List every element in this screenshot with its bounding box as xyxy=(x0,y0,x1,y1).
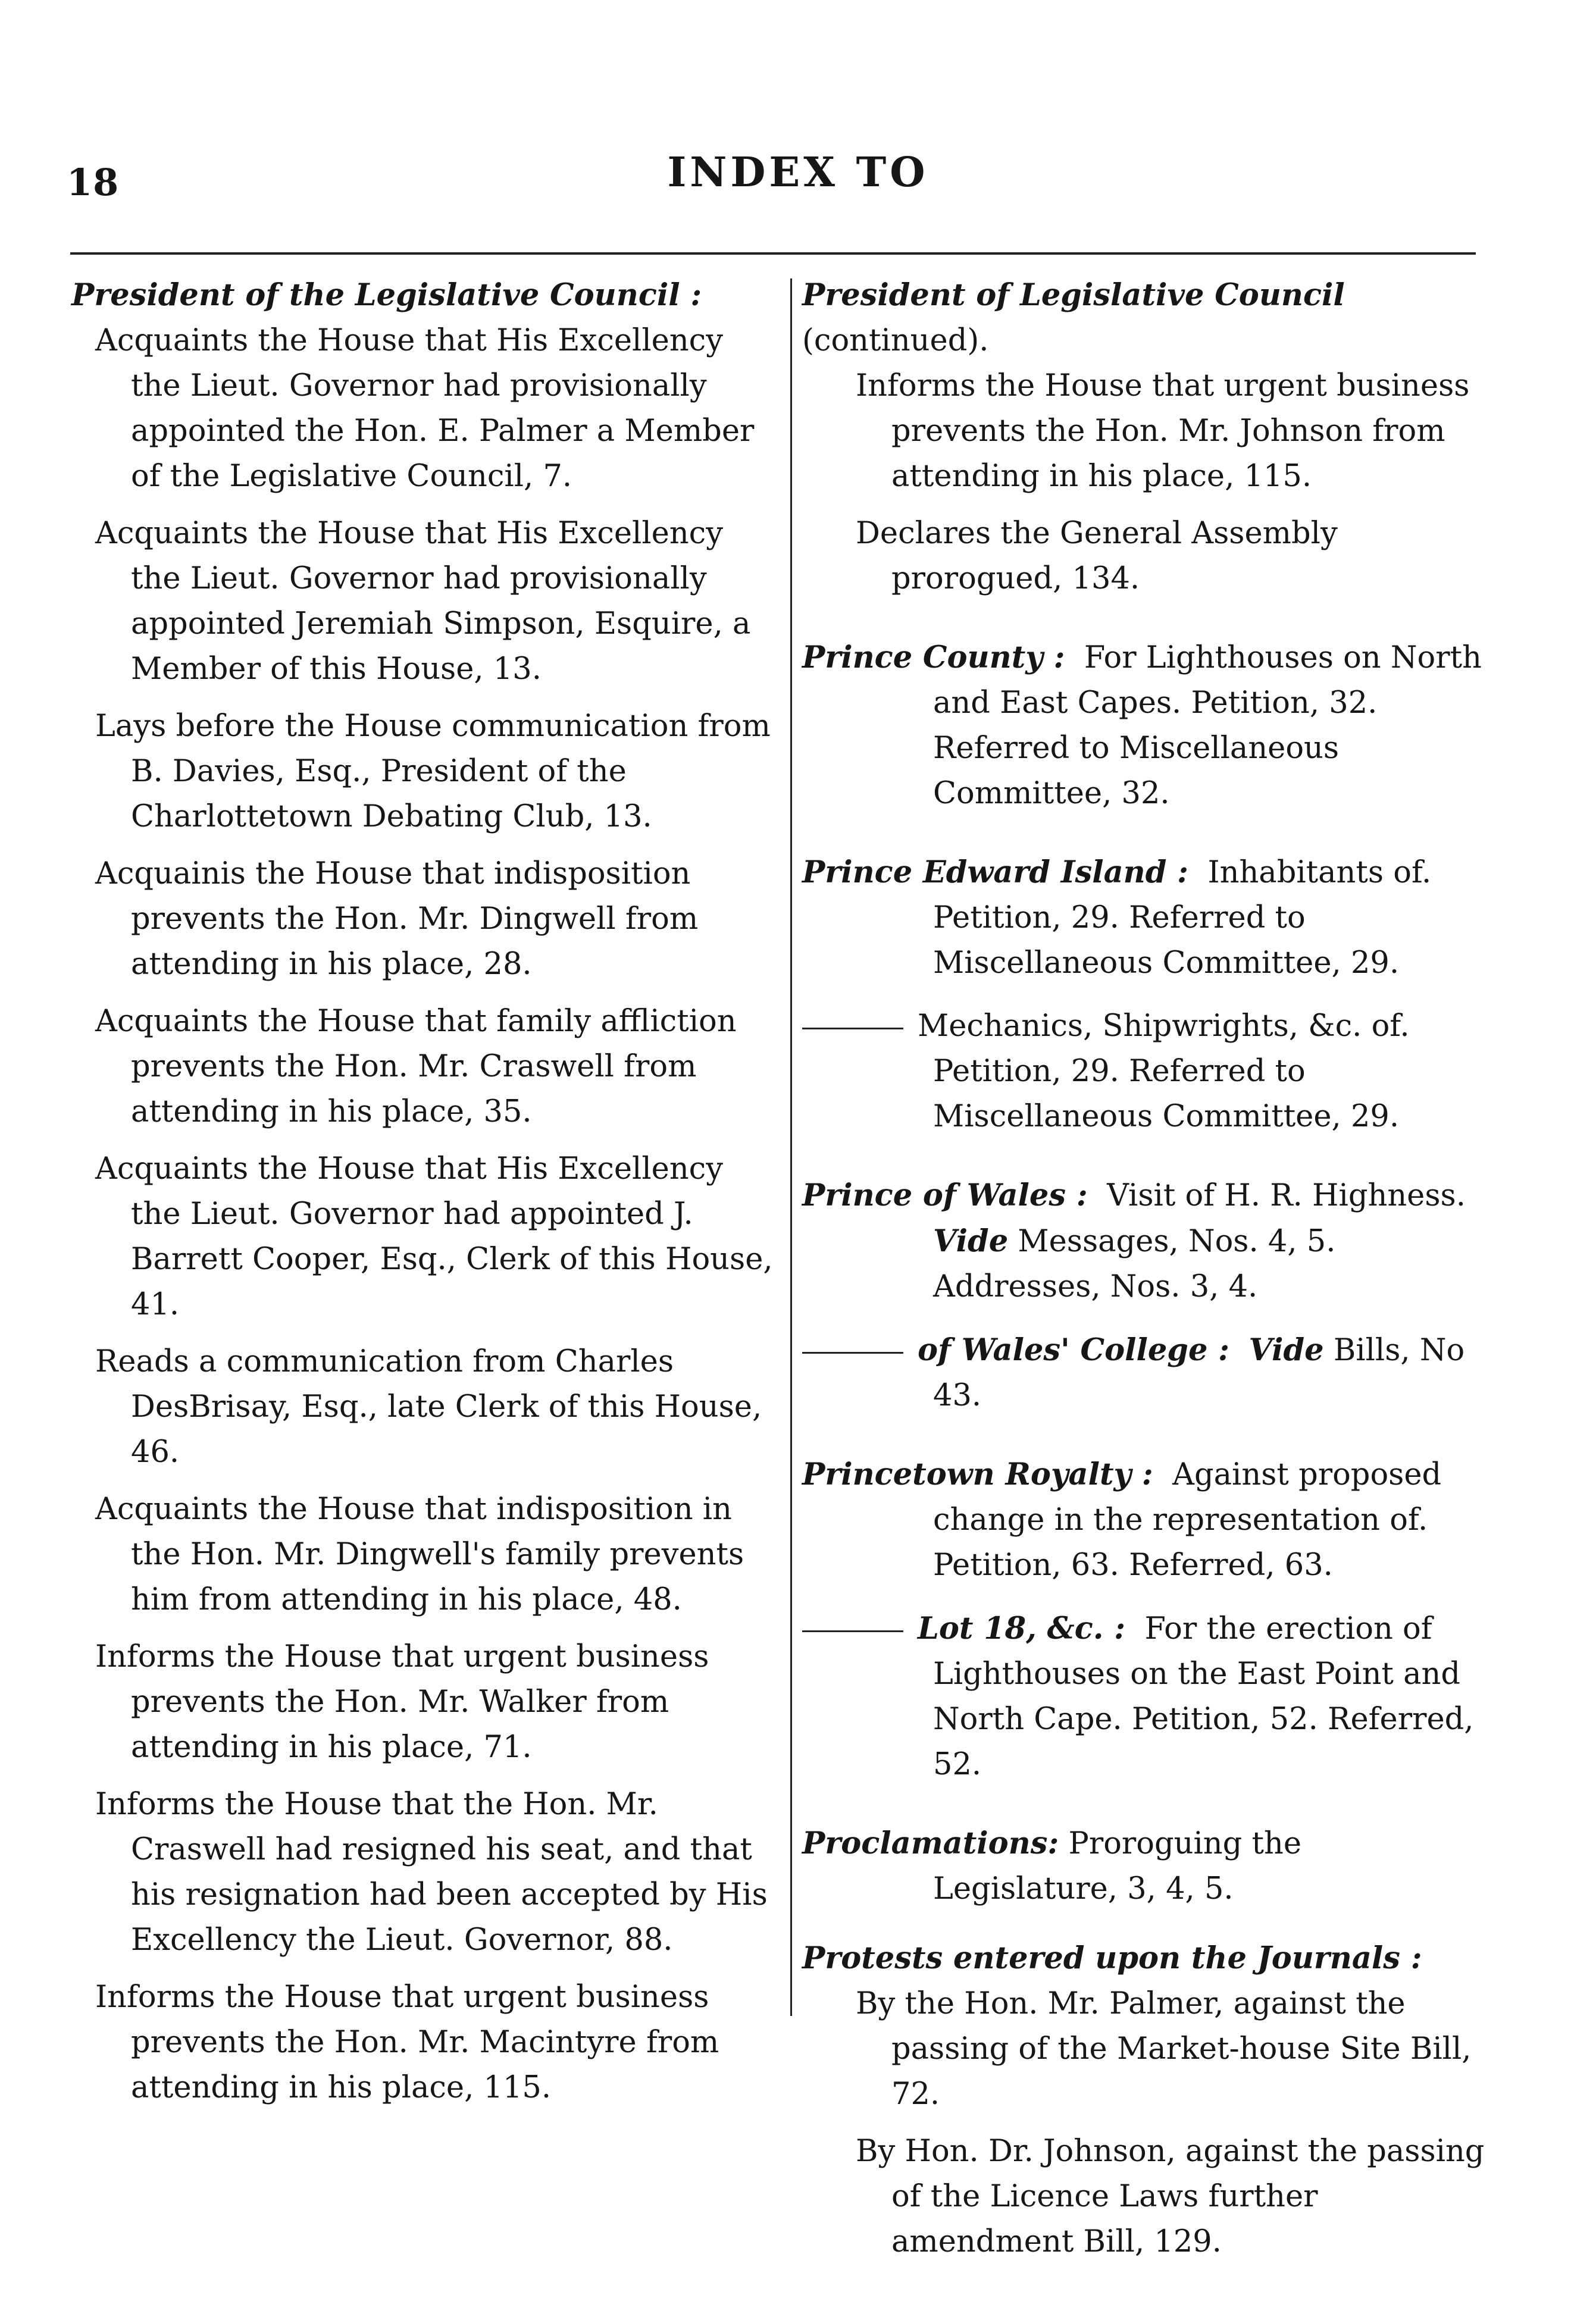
lot-18-entry xyxy=(802,1606,1487,1787)
prince-of-wales-block xyxy=(802,1173,1487,1419)
vide-word: Vide xyxy=(933,1223,1009,1259)
left-heading xyxy=(71,273,774,318)
list-item: Acquainis the House that indisposition prevents the Hon. Mr. Dingwell from attending in his place, 28. xyxy=(95,856,699,982)
president-continued-label: President of Legislative Council xyxy=(802,277,1345,313)
prince-county-text: For Lighthouses on North and East Capes. Petition, 32. Referred to Miscellaneous Committee, 32. xyxy=(933,640,1482,811)
header-rule xyxy=(70,252,1476,255)
list-item: Acquaints the House that His Excellency the Lieut. Governor had appointed J. Barrett Cooper, Esq., Clerk of this House, 41. xyxy=(95,1151,773,1322)
prince-county-block xyxy=(802,635,1487,816)
left-column xyxy=(71,273,774,2122)
pei-text: Inhabitants of. Petition, 29. Referred to Miscellaneous Committee, 29. xyxy=(933,855,1432,981)
list-item: By Hon. Dr. Johnson, against the passing of the Licence Laws further amendment Bill, 129. xyxy=(856,2134,1485,2259)
list-item: Acquaints the House that His Excellency the Lieut. Governor had provisionally appointed Jeremiah Simpson, Esquire, a Member of this House, 13. xyxy=(95,516,751,687)
list-item: Informs the House that urgent business prevents the Hon. Mr. Macintyre from attending in his place, 115. xyxy=(95,1980,719,2105)
vide-word: Vide xyxy=(1248,1332,1324,1368)
protests-heading-line xyxy=(802,1936,1487,1981)
protests-block xyxy=(802,1936,1487,2265)
president-continued-heading xyxy=(802,273,1487,364)
wales-college-heading: of Wales' College : xyxy=(918,1332,1229,1368)
running-head: INDEX TO xyxy=(667,149,929,196)
lot-18-text: For the erection of Lighthouses on the East Point and North Cape. Petition, 52. Referred, 52. xyxy=(933,1611,1474,1782)
list-item: Informs the House that urgent business prevents the Hon. Mr. Johnson from attending in his place, 115. xyxy=(856,368,1470,494)
column-divider xyxy=(790,278,792,2016)
list-item: Reads a communication from Charles DesBrisay, Esq., late Clerk of this House, 46. xyxy=(95,1344,762,1470)
president-continued-block xyxy=(802,273,1487,602)
list-item: By the Hon. Mr. Palmer, against the passing of the Market-house Site Bill, 72. xyxy=(856,1986,1472,2112)
proclamations-text: Proroguing the Legislature, 3, 4, 5. xyxy=(933,1826,1302,1906)
ditto-dash xyxy=(802,1352,903,1354)
proclamations-entry xyxy=(802,1821,1487,1912)
lot-18-heading: Lot 18, &c. : xyxy=(918,1611,1126,1646)
right-column xyxy=(802,273,1487,2298)
prince-county-entry xyxy=(802,635,1487,816)
list-item: Lays before the House communication from B. Davies, Esq., President of the Charlottetown Debating Club, 13. xyxy=(95,709,771,834)
prince-of-wales-entry xyxy=(802,1173,1487,1310)
list-item: Informs the House that the Hon. Mr. Craswell had resigned his seat, and that his resignation had been accepted by His Excellency the Lieut. Governor, 88. xyxy=(95,1787,768,1958)
prince-county-heading: Prince County : xyxy=(802,640,1065,675)
princetown-block xyxy=(802,1452,1487,1787)
page-number: 18 xyxy=(67,161,120,204)
wales-college-entry xyxy=(802,1328,1487,1419)
list-item: Acquaints the House that family affliction prevents the Hon. Mr. Craswell from attending in his place, 35. xyxy=(95,1004,737,1129)
list-item: Informs the House that urgent business prevents the Hon. Mr. Walker from attending in his place, 71. xyxy=(95,1639,709,1765)
pei-entry xyxy=(802,850,1487,986)
princetown-text: Against proposed change in the representation of. Petition, 63. Referred, 63. xyxy=(933,1457,1442,1583)
princetown-entry xyxy=(802,1452,1487,1588)
prince-of-wales-text-b: Messages, Nos. 4, 5. Addresses, Nos. 3, 4. xyxy=(933,1224,1336,1304)
wales-college-text: Bills, No 43. xyxy=(933,1333,1465,1413)
list-item: Acquaints the House that His Excellency the Lieut. Governor had provisionally appointed the Hon. E. Palmer a Member of the Legislative Council, 7. xyxy=(95,323,755,494)
proclamations-heading: Proclamations: xyxy=(802,1826,1059,1861)
proclamations-block xyxy=(802,1821,1487,1912)
pei-heading: Prince Edward Island : xyxy=(802,854,1189,890)
prince-of-wales-heading: Prince of Wales : xyxy=(802,1178,1088,1213)
prince-of-wales-text-a: Visit of H. R. Highness. xyxy=(1107,1178,1466,1213)
pei-sub-text: Mechanics, Shipwrights, &c. of. Petition, 29. Referred to Miscellaneous Committee, 29. xyxy=(918,1009,1410,1134)
princetown-heading: Princetown Royalty : xyxy=(802,1457,1153,1492)
left-heading-label: President of the Legislative Council : xyxy=(71,277,702,313)
pei-sub-entry xyxy=(802,1004,1487,1139)
list-item: Acquaints the House that indisposition in the Hon. Mr. Dingwell's family prevents him from attending in his place, 48. xyxy=(95,1492,744,1617)
list-item: Declares the General Assembly prorogued, 134. xyxy=(856,516,1338,596)
protests-heading: Protests entered upon the Journals : xyxy=(802,1940,1422,1976)
continued-note: (continued). xyxy=(802,323,989,358)
ditto-dash xyxy=(802,1028,903,1029)
pei-block xyxy=(802,850,1487,1139)
ditto-dash xyxy=(802,1630,903,1632)
